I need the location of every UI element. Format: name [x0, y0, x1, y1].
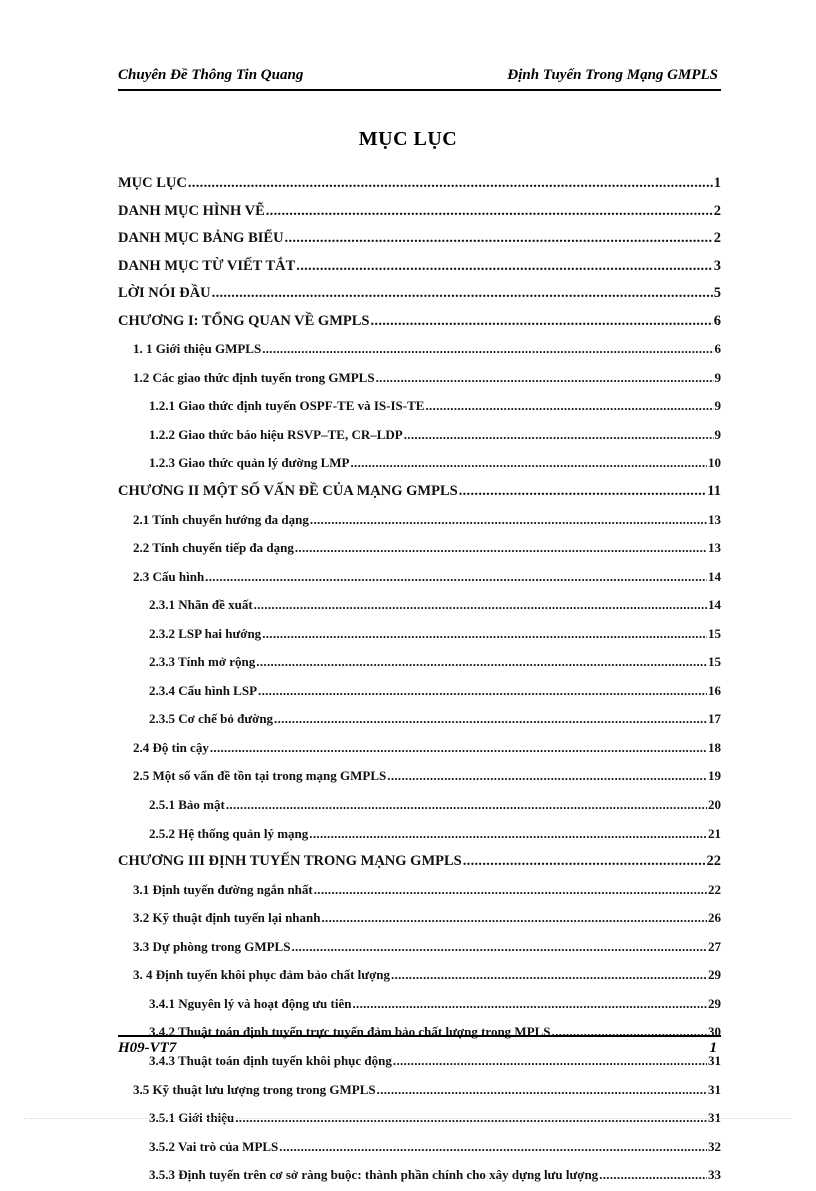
- toc-entry-page: 26: [708, 910, 721, 926]
- toc-entry[interactable]: [118, 393, 721, 422]
- footer-left-text: H09-VT7: [118, 1040, 177, 1056]
- toc-leader-dots: [376, 370, 714, 386]
- toc-leader-dots: [352, 996, 707, 1012]
- header-right-text: Định Tuyến Trong Mạng GMPLS: [507, 67, 718, 83]
- toc-entry-page: 31: [708, 1081, 721, 1097]
- toc-leader-dots: [279, 1139, 707, 1155]
- toc-entry-title: 3.5.3 Định tuyến trên cơ sở ràng buộc: thành phần chính cho xây dựng lưu lượng: [149, 1167, 599, 1183]
- toc-entry[interactable]: [118, 1134, 721, 1163]
- toc-entry[interactable]: [118, 535, 721, 564]
- toc-leader-dots: [295, 540, 707, 556]
- toc-entry-page: 2: [713, 202, 721, 219]
- toc-entry-page: 6: [714, 341, 721, 357]
- toc-entry-page: 22: [706, 853, 721, 870]
- toc-entry[interactable]: [118, 309, 721, 337]
- toc-entry-page: 31: [708, 1052, 721, 1068]
- toc-leader-dots: [425, 398, 713, 414]
- toc-entry[interactable]: [118, 365, 721, 394]
- toc-entry[interactable]: [118, 962, 721, 991]
- toc-entry-page: 32: [708, 1138, 721, 1154]
- toc-entry-title: 1. 1 Giới thiệu GMPLS: [133, 341, 262, 357]
- toc-entry-title: 2.3.5 Cơ chế bỏ đường: [149, 711, 274, 727]
- toc-leader-dots: [404, 427, 714, 443]
- toc-leader-dots: [351, 455, 708, 471]
- toc-entry-page: 2: [713, 230, 721, 247]
- toc-entry-title: 2.1 Tính chuyển hướng đa dạng: [133, 511, 309, 527]
- toc-entry[interactable]: [118, 1105, 721, 1134]
- toc-entry-title: 2.2 Tính chuyển tiếp đa dạng: [133, 540, 294, 556]
- toc-entry-title: 2.3.3 Tính mở rộng: [149, 654, 256, 670]
- toc-leader-dots: [321, 910, 707, 926]
- toc-leader-dots: [258, 683, 707, 699]
- header-left-text: Chuyên Đề Thông Tin Quang: [118, 67, 304, 83]
- toc-entry-title: CHƯƠNG I: TỔNG QUAN VỀ GMPLS: [118, 312, 370, 329]
- toc-entry-title: CHƯƠNG III ĐỊNH TUYẾN TRONG MẠNG GMPLS: [118, 853, 462, 870]
- page-title: MỤC LỤC: [358, 128, 458, 150]
- toc-entry[interactable]: [118, 199, 721, 227]
- toc-leader-dots: [226, 797, 707, 813]
- toc-entry-title: 3.4.1 Nguyên lý và hoạt động ưu tiên: [149, 995, 352, 1011]
- toc-entry[interactable]: [118, 479, 721, 507]
- toc-entry-title: DANH MỤC BẢNG BIỂU: [118, 230, 284, 247]
- toc-leader-dots: [370, 313, 712, 330]
- toc-leader-dots: [387, 768, 707, 784]
- toc-leader-dots: [463, 853, 706, 870]
- toc-entry-page: 27: [708, 938, 721, 954]
- toc-entry[interactable]: [118, 226, 721, 254]
- toc-leader-dots: [205, 569, 707, 585]
- toc-entry-page: 13: [708, 511, 721, 527]
- toc-entry-title: MỤC LỤC: [118, 175, 187, 191]
- toc-entry[interactable]: [118, 678, 721, 707]
- toc-entry[interactable]: [118, 792, 721, 821]
- toc-entry[interactable]: [118, 821, 721, 850]
- toc-entry-title: 3.5.2 Vai trò của MPLS: [149, 1138, 279, 1154]
- toc-entry-page: 11: [707, 483, 721, 500]
- footer-rule: [118, 1035, 721, 1037]
- toc-entry-title: 2.3.1 Nhãn đề xuất: [149, 597, 253, 613]
- toc-entry[interactable]: [118, 735, 721, 764]
- toc-entry-page: 14: [708, 597, 721, 613]
- toc-entry[interactable]: [118, 649, 721, 678]
- toc-entry-title: 1.2.2 Giao thức báo hiệu RSVP–TE, CR–LDP: [149, 426, 403, 442]
- toc-leader-dots: [210, 740, 707, 756]
- toc-entry-title: 2.5.2 Hệ thống quản lý mạng: [149, 825, 309, 841]
- toc-entry-page: 1: [713, 175, 721, 191]
- toc-entry-page: 9: [714, 426, 721, 442]
- toc-leader-dots: [391, 967, 707, 983]
- toc-entry-page: 6: [713, 312, 721, 329]
- toc-entry-page: 29: [708, 995, 721, 1011]
- toc-entry-title: CHƯƠNG II MỘT SỐ VẤN ĐỀ CỦA MẠNG GMPLS: [118, 483, 458, 500]
- toc-entry[interactable]: [118, 507, 721, 536]
- toc-entry[interactable]: [118, 706, 721, 735]
- toc-entry-title: DANH MỤC HÌNH VẼ: [118, 202, 265, 219]
- toc-leader-dots: [256, 654, 707, 670]
- toc-leader-dots: [309, 826, 707, 842]
- toc-entry[interactable]: [118, 592, 721, 621]
- toc-entry-page: 10: [708, 455, 721, 471]
- toc-entry[interactable]: [118, 450, 721, 479]
- toc-entry-page: 3: [713, 257, 721, 274]
- header-rule: [118, 89, 721, 91]
- toc-entry-page: 31: [708, 1110, 721, 1126]
- toc-entry-page: 9: [714, 369, 721, 385]
- toc-entry-page: 21: [708, 825, 721, 841]
- toc-leader-dots: [310, 512, 707, 528]
- toc-leader-dots: [262, 341, 713, 357]
- toc-leader-dots: [552, 1024, 707, 1040]
- page-header: [118, 64, 720, 86]
- toc-entry[interactable]: [118, 336, 721, 365]
- toc-leader-dots: [314, 882, 707, 898]
- table-of-contents: [118, 171, 721, 1191]
- toc-entry-title: 3. 4 Định tuyến khôi phục đảm bảo chất lượng: [133, 967, 391, 983]
- toc-entry[interactable]: [118, 1162, 721, 1191]
- toc-entry-title: 2.3.2 LSP hai hướng: [149, 625, 262, 641]
- toc-entry-page: 15: [708, 654, 721, 670]
- toc-entry-title: 2.5 Một số vấn đề tồn tại trong mạng GMPLS: [133, 768, 387, 784]
- toc-entry[interactable]: [118, 877, 721, 906]
- toc-entry-title: 2.3 Cấu hình: [133, 568, 205, 584]
- toc-entry-title: DANH MỤC TỪ VIẾT TẮT: [118, 257, 296, 274]
- toc-entry[interactable]: [118, 849, 721, 877]
- toc-leader-dots: [212, 285, 713, 302]
- toc-entry-page: 15: [708, 625, 721, 641]
- toc-entry-page: 29: [708, 967, 721, 983]
- toc-entry-title: 1.2 Các giao thức định tuyến trong GMPLS: [133, 369, 375, 385]
- toc-leader-dots: [266, 203, 713, 220]
- toc-leader-dots: [296, 258, 712, 275]
- toc-entry[interactable]: [118, 564, 721, 593]
- toc-entry-title: 3.1 Định tuyến đường ngắn nhất: [133, 881, 313, 897]
- toc-entry-title: 2.3.4 Cấu hình LSP: [149, 682, 258, 698]
- toc-leader-dots: [599, 1167, 707, 1183]
- toc-entry-title: 2.4 Độ tin cậy: [133, 739, 209, 755]
- toc-entry-page: 33: [708, 1167, 721, 1183]
- toc-leader-dots: [377, 1082, 707, 1098]
- toc-entry[interactable]: [118, 621, 721, 650]
- toc-entry-title: 2.5.1 Bảo mật: [149, 797, 225, 813]
- toc-entry[interactable]: [118, 905, 721, 934]
- toc-entry-page: 13: [708, 540, 721, 556]
- toc-leader-dots: [188, 175, 713, 192]
- toc-entry-page: 19: [708, 768, 721, 784]
- toc-leader-dots: [262, 626, 707, 642]
- toc-entry-title: 3.2 Kỹ thuật định tuyến lại nhanh: [133, 910, 321, 926]
- toc-entry-title: 3.3 Dự phòng trong GMPLS: [133, 938, 291, 954]
- toc-entry-title: 3.4.2 Thuật toán định tuyến trực tuyến đảm bảo chất lượng trong MPLS: [149, 1024, 551, 1040]
- toc-entry-title: 3.5 Kỹ thuật lưu lượng trong trong GMPLS: [133, 1081, 376, 1097]
- toc-entry-page: 14: [708, 568, 721, 584]
- toc-entry[interactable]: [118, 422, 721, 451]
- toc-entry[interactable]: [118, 254, 721, 282]
- toc-entry-title: 3.4.3 Thuật toán định tuyến khôi phục động: [149, 1052, 392, 1068]
- toc-leader-dots: [254, 597, 707, 613]
- toc-entry-page: 22: [708, 881, 721, 897]
- toc-entry[interactable]: [118, 991, 721, 1020]
- toc-entry-title: LỜI NÓI ĐẦU: [118, 285, 211, 302]
- toc-entry-page: 20: [708, 797, 721, 813]
- toc-leader-dots: [274, 711, 707, 727]
- page-bottom-edge: [24, 1118, 792, 1119]
- toc-entry-page: 30: [708, 1024, 721, 1040]
- toc-entry-page: 17: [708, 711, 721, 727]
- toc-leader-dots: [459, 483, 707, 500]
- toc-entry-title: 1.2.1 Giao thức định tuyến OSPF-TE và IS-IS-TE: [149, 398, 425, 414]
- toc-entry-page: 18: [708, 739, 721, 755]
- toc-entry[interactable]: [118, 281, 721, 309]
- toc-leader-dots: [285, 230, 713, 247]
- toc-entry-title: 3.5.1 Giới thiệu: [149, 1110, 235, 1126]
- toc-leader-dots: [291, 939, 707, 955]
- toc-entry[interactable]: [118, 934, 721, 963]
- toc-entry-page: 16: [708, 682, 721, 698]
- toc-entry[interactable]: [118, 1077, 721, 1106]
- toc-entry[interactable]: [118, 171, 721, 199]
- toc-entry[interactable]: [118, 763, 721, 792]
- toc-entry-title: 1.2.3 Giao thức quản lý đường LMP: [149, 455, 350, 471]
- page-number: 1: [709, 1040, 717, 1056]
- toc-entry-page: 9: [714, 398, 721, 414]
- page-footer: [118, 1040, 720, 1060]
- toc-entry-page: 5: [713, 285, 721, 302]
